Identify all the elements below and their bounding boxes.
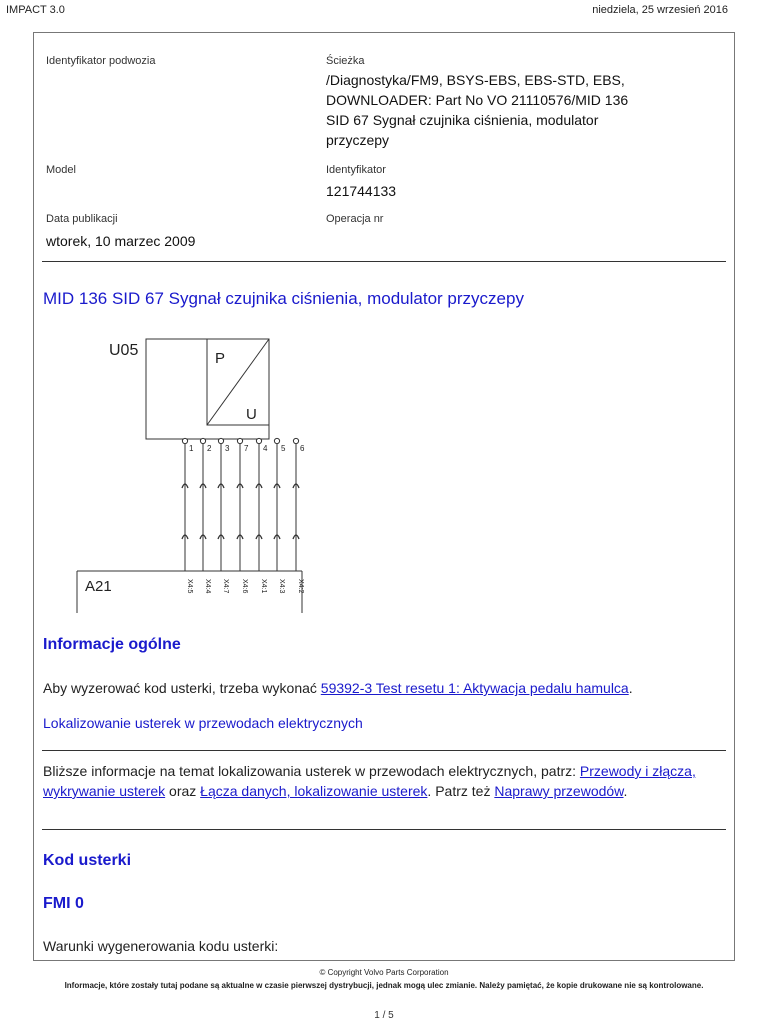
sensor-p-label: P xyxy=(215,350,226,367)
pin-number: 1 xyxy=(189,444,194,453)
component-a21-label: A21 xyxy=(85,578,112,595)
divider xyxy=(42,750,726,751)
footer xyxy=(0,966,768,992)
connector-pin-label: X4:3 xyxy=(278,579,285,594)
section-general-heading: Informacje ogólne xyxy=(43,636,181,653)
document-title: MID 136 SID 67 Sygnał czujnika ciśnienia, modulator przyczepy xyxy=(43,289,524,308)
more-info-text: . Patrz też xyxy=(427,783,495,799)
distribution-notice: Informacje, które zostały tutaj podane są aktualne w czasie pierwszej dystrybucji, jednak mogą ulec zmianie. Należy pamiętać, że kopie drukowane nie są kontrolowane. xyxy=(64,981,704,990)
wires-group xyxy=(182,438,305,593)
identifier-label: Identyfikator xyxy=(326,164,386,176)
wiring-troubleshooting-link[interactable]: Lokalizowanie usterek w przewodach elektrycznych xyxy=(43,715,363,731)
model-label: Model xyxy=(46,164,76,176)
connector-pin-label: X4:6 xyxy=(241,579,248,594)
app-name: IMPACT 3.0 xyxy=(6,4,65,16)
pin-terminal xyxy=(200,438,205,443)
pin-number: 5 xyxy=(281,444,286,453)
pin-number: 2 xyxy=(207,444,212,453)
pin-terminal xyxy=(218,438,223,443)
conditions-text: Warunki wygenerowania kodu usterki: xyxy=(43,938,279,954)
chassis-id-label: Identyfikator podwozia xyxy=(46,55,156,67)
section-fault-code-heading: Kod usterki xyxy=(43,852,132,869)
path-line: /Diagnostyka/FM9, BSYS-EBS, EBS-STD, EBS, xyxy=(326,72,625,88)
wire-repairs-link[interactable]: Naprawy przewodów xyxy=(494,783,624,799)
top-bar xyxy=(6,4,728,20)
more-info-text: oraz xyxy=(165,783,201,799)
pin-terminal xyxy=(182,438,187,443)
pin-terminal xyxy=(237,438,242,443)
sensor-u-label: U xyxy=(246,406,257,423)
connector-pin-label: X4:5 xyxy=(186,579,193,594)
more-info-text: . xyxy=(623,783,628,799)
section-fmi-heading: FMI 0 xyxy=(43,895,84,912)
more-info-paragraph xyxy=(43,761,723,801)
more-info-text: Bliższe informacje na temat lokalizowania usterek w przewodach elektrycznych, patrz: xyxy=(43,763,580,779)
path-line: DOWNLOADER: Part No VO 21110576/MID 136 xyxy=(326,92,629,108)
connector-pin-label: X4:2 xyxy=(297,579,304,594)
print-date: niedziela, 25 wrzesień 2016 xyxy=(592,4,728,16)
identifier-value: 121744133 xyxy=(326,183,397,199)
reset-instruction xyxy=(43,678,723,698)
metadata-block xyxy=(34,33,734,261)
wires-connectors-link[interactable]: Przewody i złącza, wykrywanie usterek xyxy=(43,763,696,799)
path-line: przyczepy xyxy=(326,132,390,148)
divider xyxy=(42,829,726,830)
reset-test-link[interactable]: 59392-3 Test resetu 1: Aktywacja pedalu hamulca xyxy=(320,680,629,696)
operation-nr-label: Operacja nr xyxy=(326,213,384,225)
reset-text: Aby wyzerować kod usterki, trzeba wykonać xyxy=(43,680,321,696)
data-links-link[interactable]: Łącza danych, lokalizowanie usterek xyxy=(200,783,428,799)
pin-terminal xyxy=(293,438,298,443)
page-number: 1 / 5 xyxy=(374,1010,394,1021)
wiring-diagram-svg xyxy=(69,331,349,613)
document-frame xyxy=(33,32,735,961)
pin-terminal xyxy=(256,438,261,443)
copyright: © Copyright Volvo Parts Corporation xyxy=(319,968,449,977)
path-label: Ścieżka xyxy=(326,55,365,67)
wiring-diagram xyxy=(69,331,349,613)
path-line: SID 67 Sygnał czujnika ciśnienia, modulator xyxy=(326,112,599,128)
connector-pin-label: X4:7 xyxy=(222,579,229,594)
connector-pin-label: X4:4 xyxy=(204,579,211,594)
divider xyxy=(42,261,726,262)
component-u05-label: U05 xyxy=(109,342,139,359)
publication-date-value: wtorek, 10 marzec 2009 xyxy=(46,233,196,249)
pin-number: 3 xyxy=(225,444,230,453)
connector-pin-label: X4:1 xyxy=(260,579,267,594)
pin-number: 7 xyxy=(244,444,249,453)
pin-number: 6 xyxy=(300,444,305,453)
reset-text-end: . xyxy=(628,680,633,696)
pin-terminal xyxy=(274,438,279,443)
pin-number: 4 xyxy=(263,444,268,453)
publication-date-label: Data publikacji xyxy=(46,213,118,225)
path-value xyxy=(326,70,628,150)
